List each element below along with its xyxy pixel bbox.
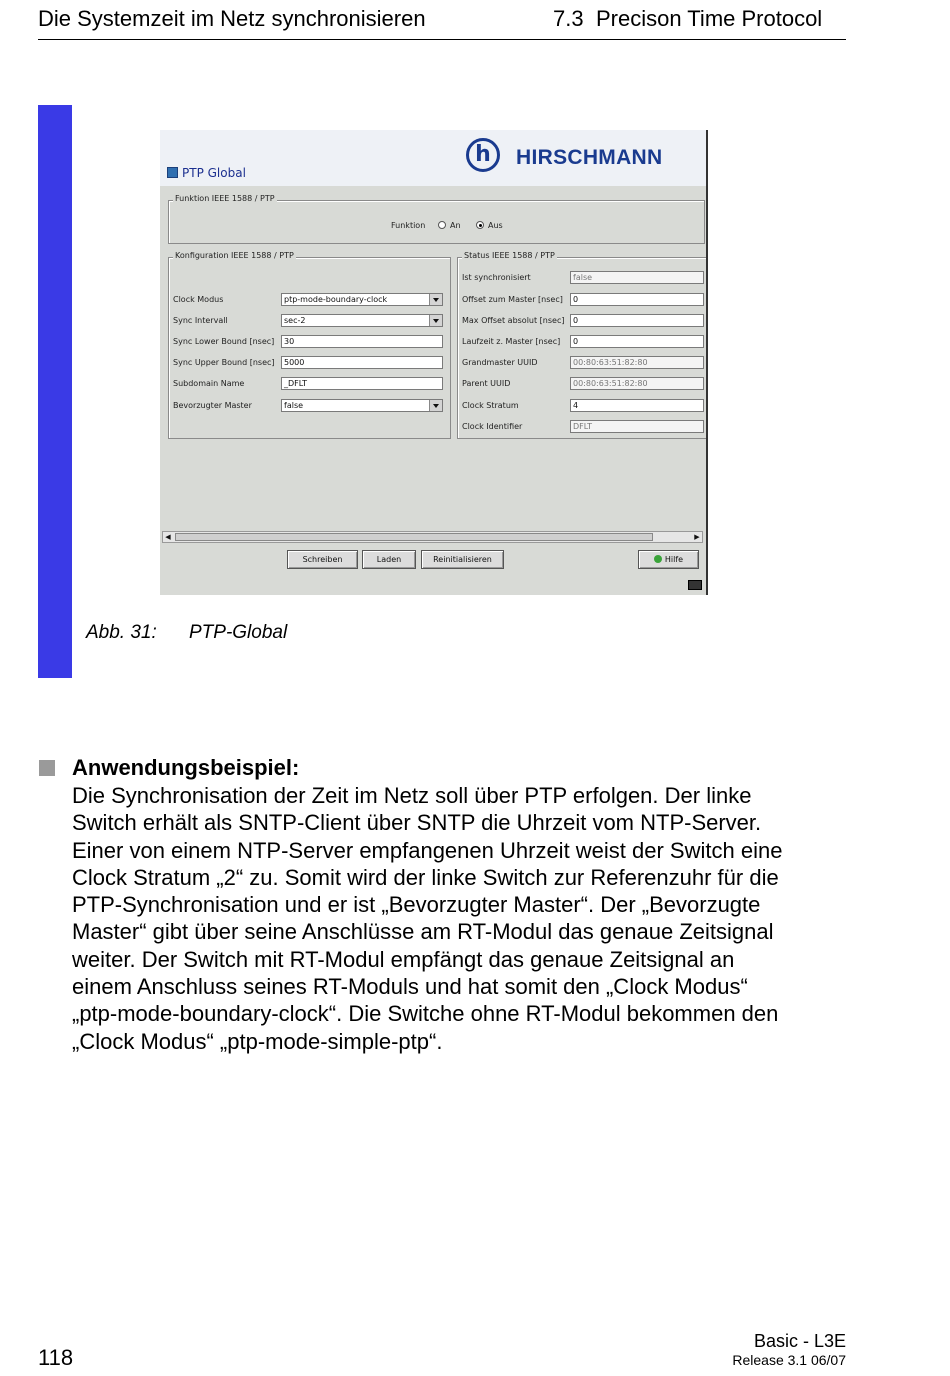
chevron-down-icon[interactable] (429, 315, 442, 326)
status-indicator-icon (688, 580, 702, 590)
horizontal-scrollbar[interactable] (162, 531, 703, 543)
status-label-offset: Offset zum Master [nsec] (462, 295, 563, 304)
section-bullet-icon (39, 760, 55, 776)
page-number: 118 (38, 1345, 74, 1370)
radio-on-label: An (450, 221, 461, 230)
header-rule (38, 39, 846, 40)
scroll-right-icon[interactable]: ▶ (694, 533, 700, 541)
status-label-max-offset: Max Offset absolut [nsec] (462, 316, 565, 325)
config-group-label: Konfiguration IEEE 1588 / PTP (175, 251, 294, 260)
status-label-grandmaster: Grandmaster UUID (462, 358, 538, 367)
paragraph-line: PTP-Synchronisation und er ist „Bevorzugter Master“. Der „Bevorzugte (72, 892, 761, 918)
function-group-label: Funktion IEEE 1588 / PTP (175, 194, 275, 203)
subdomain-name-input[interactable]: _DFLT (281, 377, 443, 390)
sync-upper-bound-input[interactable]: 5000 (281, 356, 443, 369)
preferred-master-value: false (284, 401, 304, 410)
status-label-delay: Laufzeit z. Master [nsec] (462, 337, 561, 346)
figure-sidebar (38, 105, 72, 678)
radio-off-label: Aus (488, 221, 503, 230)
reinit-button[interactable]: Reinitialisieren (421, 550, 504, 569)
paragraph-line: einem Anschluss seines RT-Moduls und hat somit den „Clock Modus“ (72, 974, 748, 1000)
status-max-offset-value: 0 (570, 314, 704, 327)
paragraph-line: Clock Stratum „2“ zu. Somit wird der linke Switch zur Referenzuhr für die (72, 864, 779, 890)
status-label-parent: Parent UUID (462, 379, 511, 388)
status-label-synchronized: Ist synchronisiert (462, 273, 531, 282)
ptp-global-screenshot (160, 130, 708, 595)
load-button[interactable]: Laden (362, 550, 416, 569)
clock-mode-value: ptp-mode-boundary-clock (284, 295, 388, 304)
paragraph-line: „Clock Modus“ „ptp-mode-simple-ptp“. (72, 1028, 443, 1054)
paragraph-line: Master“ gibt über seine Anschlüsse am RT-Modul das genaue Zeitsignal (72, 919, 774, 945)
paragraph-line: Switch erhält als SNTP-Client über SNTP die Uhrzeit vom NTP-Server. (72, 810, 762, 836)
status-synchronized-value: false (570, 271, 704, 284)
status-label-identifier: Clock Identifier (462, 422, 523, 431)
help-button[interactable] (638, 550, 699, 569)
config-label-clock-mode: Clock Modus (173, 295, 224, 304)
footer-product: Basic - L3E (753, 1331, 846, 1351)
radio-function-off[interactable] (476, 221, 484, 229)
figure-number: Abb. 31: (86, 622, 157, 643)
figure-caption (86, 622, 287, 644)
config-group (168, 251, 451, 439)
ptp-window-icon (167, 167, 178, 178)
config-label-sync-lower: Sync Lower Bound [nsec] (173, 337, 275, 346)
paragraph-line: „ptp-mode-boundary-clock“. Die Switche ohne RT-Modul bekommen den (72, 1001, 779, 1027)
status-label-stratum: Clock Stratum (462, 401, 519, 410)
paragraph-line: weiter. Der Switch mit RT-Modul empfängt das genaue Zeitsignal an (72, 946, 735, 972)
sync-interval-value: sec-2 (284, 316, 306, 325)
config-label-sync-interval: Sync Intervall (173, 316, 228, 325)
scrollbar-thumb[interactable] (175, 533, 653, 541)
brand-name: HIRSCHMANN (516, 146, 663, 169)
example-paragraph (72, 782, 862, 1055)
preferred-master-select[interactable] (281, 399, 443, 412)
help-button-label: Hilfe (664, 555, 684, 564)
function-group (168, 194, 705, 244)
scroll-left-icon[interactable]: ◀ (165, 533, 171, 541)
paragraph-line: Einer von einem NTP-Server empfangenen Uhrzeit weist der Switch eine (72, 837, 783, 863)
status-stratum-value: 4 (570, 399, 704, 412)
chevron-down-icon[interactable] (429, 294, 442, 305)
hirschmann-logo-icon: h (466, 138, 500, 172)
help-icon (654, 555, 662, 563)
running-header-left: Die Systemzeit im Netz synchronisieren (38, 6, 426, 31)
function-label: Funktion (391, 221, 426, 230)
section-number: 7.3 (553, 6, 584, 31)
write-button[interactable]: Schreiben (287, 550, 358, 569)
section-title-header: Precison Time Protocol (596, 6, 823, 31)
radio-function-on[interactable] (438, 221, 446, 229)
sync-lower-bound-input[interactable]: 30 (281, 335, 443, 348)
chevron-down-icon[interactable] (429, 400, 442, 411)
config-label-sync-upper: Sync Upper Bound [nsec] (173, 358, 275, 367)
sync-interval-select[interactable] (281, 314, 443, 327)
config-label-subdomain: Subdomain Name (173, 379, 245, 388)
status-delay-value: 0 (570, 335, 704, 348)
clock-mode-select[interactable] (281, 293, 443, 306)
status-parent-value: 00:80:63:51:82:80 (570, 377, 704, 390)
status-offset-value: 0 (570, 293, 704, 306)
status-group-label: Status IEEE 1588 / PTP (464, 251, 555, 260)
figure-title: PTP-Global (189, 622, 288, 643)
status-group (457, 251, 708, 439)
window-title: PTP Global (182, 166, 246, 180)
config-label-preferred-master: Bevorzugter Master (173, 401, 252, 410)
status-identifier-value: DFLT (570, 420, 704, 433)
example-heading: Anwendungsbeispiel: (72, 755, 300, 780)
status-grandmaster-value: 00:80:63:51:82:80 (570, 356, 704, 369)
paragraph-line: Die Synchronisation der Zeit im Netz soll über PTP erfolgen. Der linke (72, 783, 752, 808)
footer-release: Release 3.1 06/07 (732, 1352, 846, 1368)
